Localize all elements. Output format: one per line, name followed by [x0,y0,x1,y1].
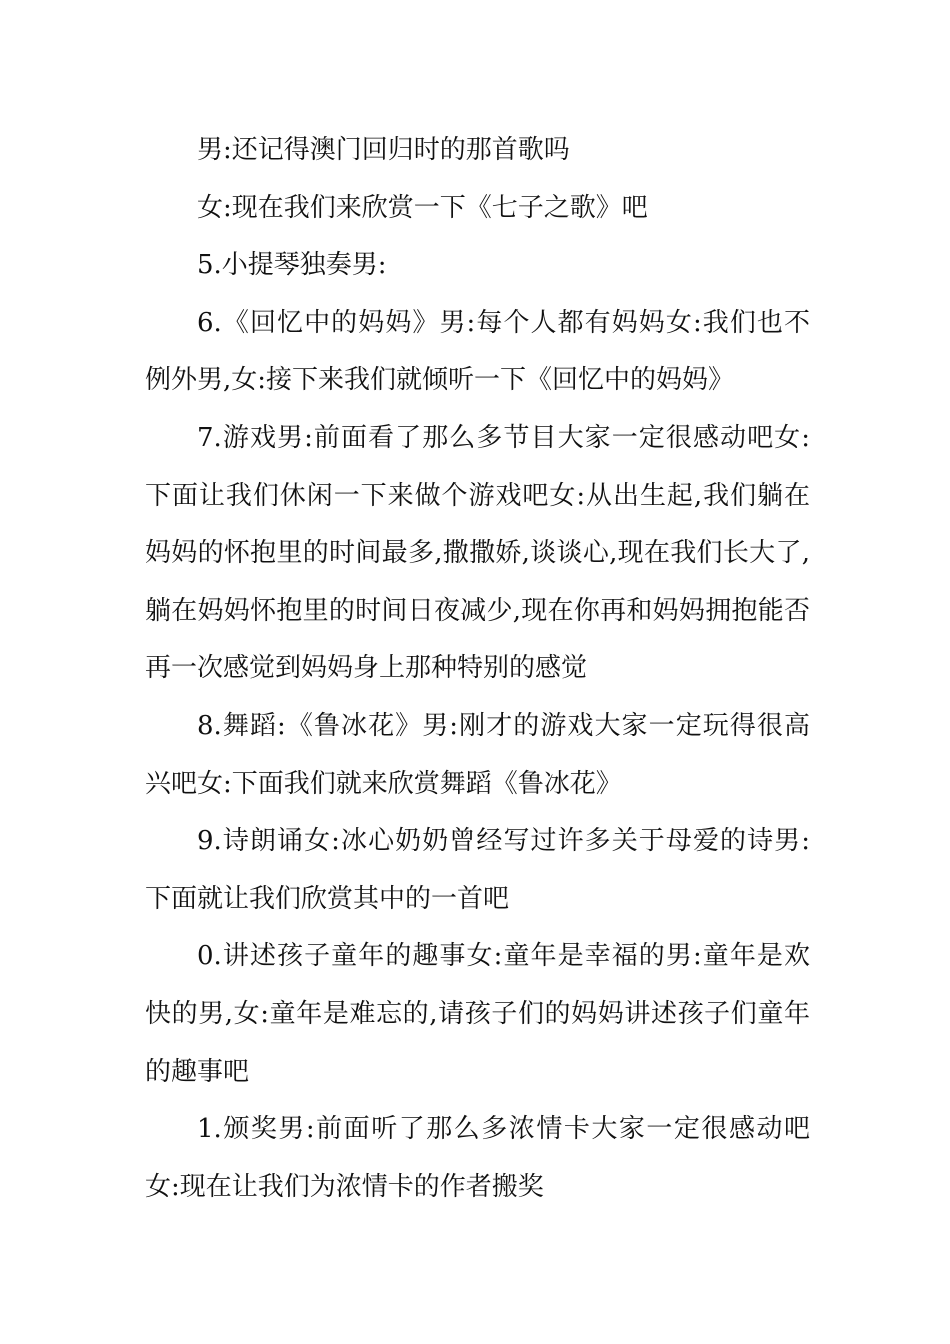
paragraph-item-10-childhood-stories: 0.讲述孩子童年的趣事女:童年是幸福的男:童年是欢快的男,女:童年是难忘的,请孩子们的妈妈讲述孩子们童年的趣事吧 [145,941,810,1087]
paragraph-item-11-awards: 1.颁奖男:前面听了那么多浓情卡大家一定很感动吧女:现在让我们为浓情卡的作者搬奖 [145,1114,810,1202]
paragraph-item-8-dance: 8.舞蹈:《鲁冰花》男:刚才的游戏大家一定玩得很高兴吧女:下面我们就来欣赏舞蹈《鲁冰花》 [145,710,810,799]
paragraph-male-macau-song: 男:还记得澳门回归时的那首歌吗 [197,135,570,165]
paragraph-item-9-poetry-recital: 9.诗朗诵女:冰心奶奶曾经写过许多关于母爱的诗男:下面就让我们欣赏其中的一首吧 [145,826,810,914]
paragraph-female-seven-sons-song: 女:现在我们来欣赏一下《七子之歌》吧 [197,192,648,223]
paragraph-item-7-game: 7.游戏男:前面看了那么多节目大家一定很感动吧女:下面让我们休闲一下来做个游戏吧女:从出生起,我们躺在妈妈的怀抱里的时间最多,撒撒娇,谈谈心,现在我们长大了,躺在妈妈怀抱里的时间日夜减少,现在你再和妈妈拥抱能否再一次感觉到妈妈身上那种特别的感觉 [145,422,810,684]
paragraph-item-5-violin-solo: 5.小提琴独奏男: [197,250,387,281]
document-body [145,122,810,1216]
paragraph-item-6-mother-in-memory: 6.《回忆中的妈妈》男:每个人都有妈妈女:我们也不例外男,女:接下来我们就倾听一下《回忆中的妈妈》 [145,307,810,396]
